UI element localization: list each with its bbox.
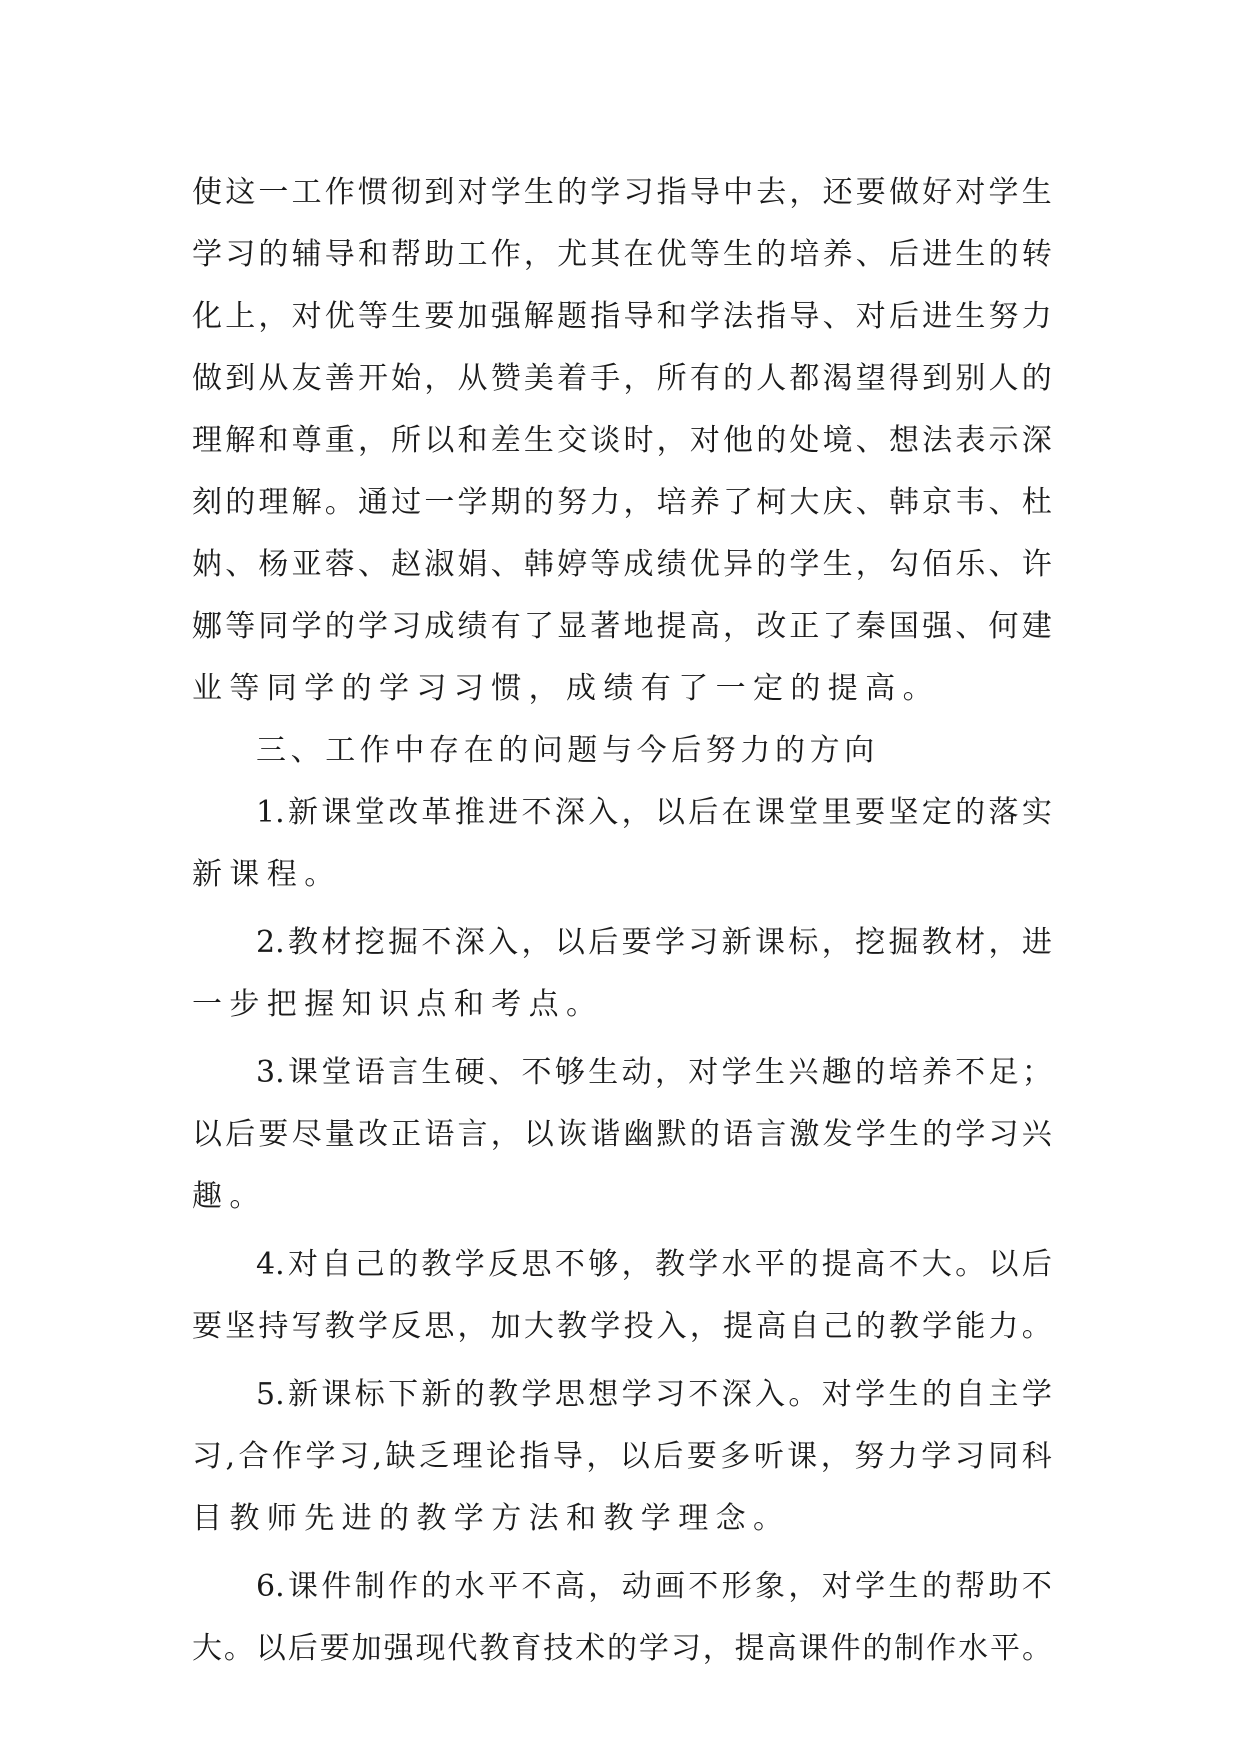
text-line: 习 , 合 作 学 习 , 缺 乏 理 论 指 导 ， 以 后 要 多 听 课 ， 努 力 学 习 同 科 bbox=[192, 1439, 1052, 1474]
text-line: 大 。 以 后 要 加 强 现 代 教 育 技 术 的 学 习 ， 提 高 课 件 的 制 作 水 平 。 bbox=[192, 1631, 1052, 1666]
text-line: 要 坚 持 写 教 学 反 思 ， 加 大 教 学 投 入 ， 提 高 自 己 的 教 学 能 力 。 bbox=[192, 1309, 1052, 1344]
text-line: 化 上 ， 对 优 等 生 要 加 强 解 题 指 导 和 学 法 指 导 、 对 后 进 生 努 力 bbox=[192, 299, 1052, 334]
list-item-4-start: 4. 对 自 己 的 教 学 反 思 不 够 ， 教 学 水 平 的 提 高 不 大 。 以 后 bbox=[256, 1247, 1052, 1282]
list-item-1-start: 1. 新 课 堂 改 革 推 进 不 深 入 ， 以 后 在 课 堂 里 要 坚 定 的 落 实 bbox=[256, 795, 1052, 830]
text-line: 做 到 从 友 善 开 始 ， 从 赞 美 着 手 ， 所 有 的 人 都 渴 望 得 到 别 人 的 bbox=[192, 361, 1052, 396]
text-line: 一步把握知识点和考点。 bbox=[192, 987, 604, 1022]
list-item-6-start: 6. 课 件 制 作 的 水 平 不 高 ， 动 画 不 形 象 ， 对 学 生 的 帮 助 不 bbox=[256, 1569, 1052, 1604]
text-line: 刻 的 理 解 。 通 过 一 学 期 的 努 力 ， 培 养 了 柯 大 庆 、 韩 京 韦 、 杜 bbox=[192, 485, 1052, 520]
list-item-2-start: 2. 教 材 挖 掘 不 深 入 ， 以 后 要 学 习 新 课 标 ， 挖 掘 教 材 ， 进 bbox=[256, 925, 1052, 960]
text-line: 理 解 和 尊 重 ， 所 以 和 差 生 交 谈 时 ， 对 他 的 处 境 、 想 法 表 示 深 bbox=[192, 423, 1052, 458]
text-line: 目教师先进的教学方法和教学理念。 bbox=[192, 1501, 791, 1536]
text-line: 新课程。 bbox=[192, 857, 342, 892]
text-line: 趣。 bbox=[192, 1179, 267, 1214]
list-item-3-start: 3. 课 堂 语 言 生 硬 、 不 够 生 动 ， 对 学 生 兴 趣 的 培 养 不 足 ； bbox=[256, 1055, 1052, 1090]
text-line: 妠 、 杨 亚 蓉 、 赵 淑 娟 、 韩 婷 等 成 绩 优 异 的 学 生 ， 勾 佰 乐 、 许 bbox=[192, 547, 1052, 582]
text-line: 学 习 的 辅 导 和 帮 助 工 作 ， 尤 其 在 优 等 生 的 培 养 、 后 进 生 的 转 bbox=[192, 237, 1052, 272]
text-line: 以 后 要 尽 量 改 正 语 言 ， 以 诙 谐 幽 默 的 语 言 激 发 学 生 的 学 习 兴 bbox=[192, 1117, 1052, 1152]
list-item-5-start: 5. 新 课 标 下 新 的 教 学 思 想 学 习 不 深 入 。 对 学 生 的 自 主 学 bbox=[256, 1377, 1052, 1412]
text-line: 使 这 一 工 作 惯 彻 到 对 学 生 的 学 习 指 导 中 去 ， 还 要 做 好 对 学 生 bbox=[192, 175, 1052, 210]
document-body bbox=[192, 162, 1052, 1680]
text-line: 娜 等 同 学 的 学 习 成 绩 有 了 显 著 地 提 高 ， 改 正 了 秦 国 强 、 何 建 bbox=[192, 609, 1052, 644]
section-heading: 三、工作中存在的问题与今后努力的方向 bbox=[256, 733, 879, 768]
text-line: 业等同学的学习习惯，成绩有了一定的提高。 bbox=[192, 671, 940, 706]
